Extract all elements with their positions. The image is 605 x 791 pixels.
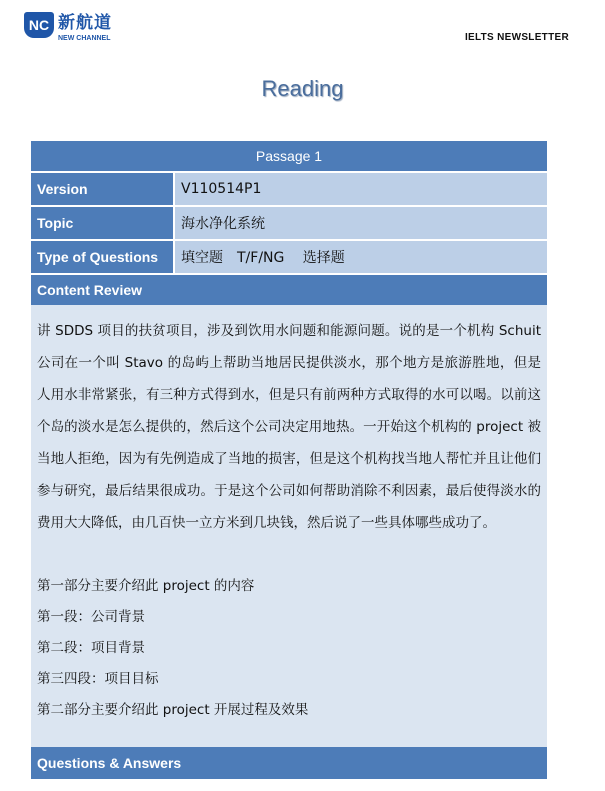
outline-item: 第三四段：项目目标 <box>37 671 159 687</box>
logo <box>24 8 112 42</box>
passage-header: Passage 1 <box>31 141 547 171</box>
questions-answers-header: Questions & Answers <box>31 747 547 779</box>
outline-item: 第一段：公司背景 <box>37 609 145 625</box>
logo-english: NEW CHANNEL <box>58 35 111 42</box>
logo-badge: NC <box>24 12 54 38</box>
content-paragraph: 讲 SDDS 项目的扶贫项目，涉及到饮用水问题和能源问题。说的是一个机构 Schuit 公司在一个叫 Stavo 的岛屿上帮助当地居民提供淡水，那个地方是旅游胜地，但是人用水非常紧张，有三种方式得到水，但是只有前两种方式取得的水可以喝。以前这个岛的淡水是怎么提供的，然后这个公司决定用地热。一开始这个机构的 project 被当地人拒绝，因为有先例造成了当地的损害，但是这个机构找当地人帮忙并且让他们参与研究，最后结果很成功。于是这个公司如何帮助消除不利因素，最后使得淡水的费用大大降低，由几百快一立方米到几块钱，然后说了一些具体哪些成功了。 <box>37 323 541 531</box>
logo-chinese: 新航道 <box>58 13 112 33</box>
row-value: 海水净化系统 <box>175 207 547 239</box>
row-label: Type of Questions <box>31 241 173 273</box>
passage-table <box>31 141 547 779</box>
newsletter-label: IELTS NEWSLETTER <box>464 32 569 43</box>
table-row-version <box>31 173 547 205</box>
page-title: Reading <box>261 76 344 101</box>
outline-item: 第一部分主要介绍此 project 的内容 <box>37 578 255 594</box>
row-label: Topic <box>31 207 173 239</box>
content-review-header: Content Review <box>31 275 547 305</box>
row-value: V110514P1 <box>175 173 547 205</box>
content-review-body <box>31 305 547 747</box>
row-label: Version <box>31 173 173 205</box>
row-value: 填空题 T/F/NG 选择题 <box>175 241 547 273</box>
outline-item: 第二段：项目背景 <box>37 640 145 656</box>
spacer <box>37 539 541 571</box>
logo-text <box>58 8 112 42</box>
table-row-topic <box>31 207 547 239</box>
outline-item: 第二部分主要介绍此 project 开展过程及效果 <box>37 702 309 718</box>
table-row-question-types <box>31 241 547 273</box>
